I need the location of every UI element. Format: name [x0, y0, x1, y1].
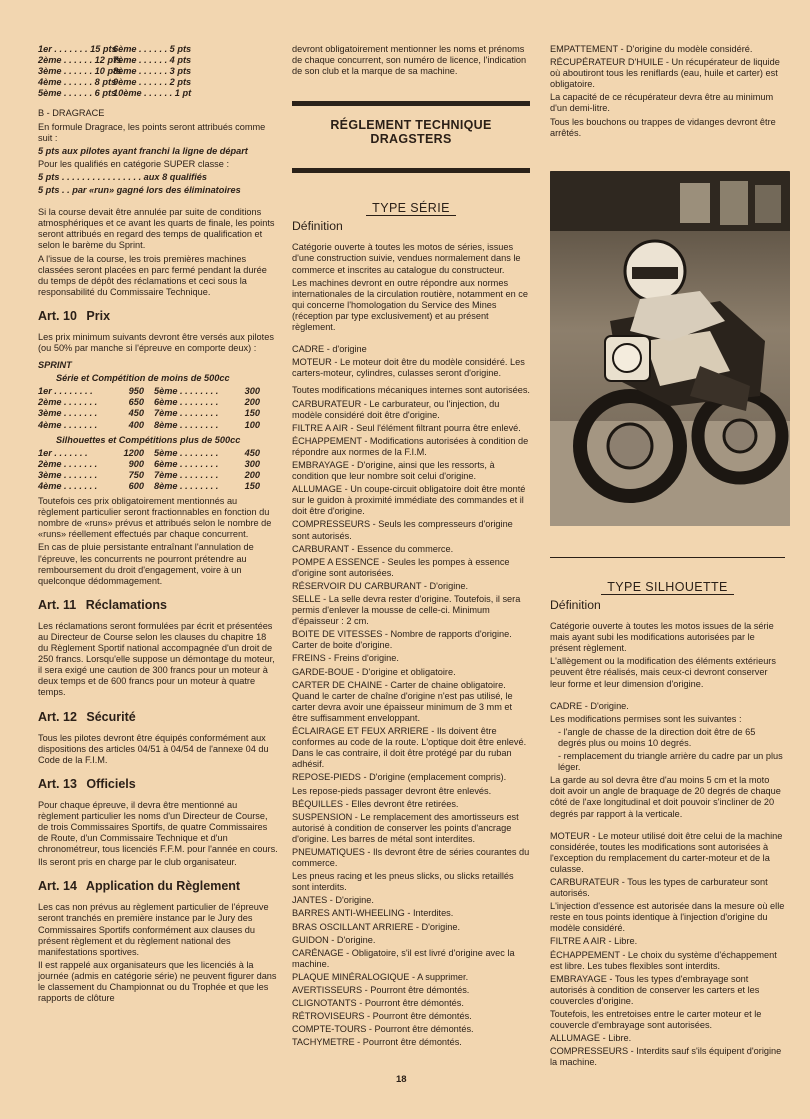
article-number: Art. 14 [38, 879, 77, 894]
rule-item: RÉTROVISEURS - Pourront être démontés. [292, 1011, 472, 1022]
points-cell: 9ème . . . . . . 2 pts [113, 77, 192, 88]
rule-item: La garde au sol devra être d'au moins 5 cm et la moto doit avoir un angle de braquage de 20 degrés de chaque côté de l'axe longitudinal et doit pouvoir s'incliner de 20 degrés par rapport à la verticale. [550, 775, 781, 819]
rule-item: CARTER DE CHAINE - Carter de chaine obligatoire. Quand le carter de chaîne d'origine n'est pas utilisé, le carter devra avoir une épaisseur minimum de 3 mm et être suffisamment enveloppant. [292, 679, 513, 723]
article-heading [38, 879, 278, 894]
prize-value: 400 [128, 419, 144, 430]
rule-item: BRAS OSCILLANT ARRIERE - D'origine. [292, 921, 461, 932]
prize-rank: 3ème . . . . . . . [38, 469, 98, 480]
rule-item: SUSPENSION - Le remplacement des amortisseurs est autorisé à condition de conserver les points d'ancrage d'origine. Les barres de métal sont interdites. [292, 811, 519, 844]
rule-item: CARBURATEUR - Tous les types de carburateur sont autorisés. [550, 876, 768, 899]
prize-value: 650 [128, 397, 144, 408]
dragrace-text: 5 pts . . . . . . . . . . . . . . . . aux 8 qualifiés [38, 171, 207, 182]
rule-item: COMPTE-TOURS - Pourront être démontés. [292, 1024, 474, 1035]
prize-value: 1200 [123, 447, 144, 458]
paragraph: L'allègement ou la modification des éléments extérieurs peuvent être réalisés, mais ceux-ci devront conserver leur forme et leur dimension d'origine. [550, 656, 776, 689]
rule-item: La capacité de ce récupérateur devra être au minimum d'un demi-litre. [550, 92, 774, 114]
rule-item: BARRES ANTI-WHEELING - Interdites. [292, 908, 454, 919]
prize-rank: 1er . . . . . . . [38, 447, 88, 458]
rule-item: MOTEUR - Le moteur utilisé doit être celui de la machine considérée, toutes les modifications sont autorisées à l'exception du remplacement du carter-moteur et de la culasse. [550, 830, 783, 874]
definition-heading: Définition [292, 219, 343, 234]
rule-item: BOITE DE VITESSES - Nombre de rapports d'origine. Carter de boite d'origine. [292, 629, 512, 651]
prize-value: 300 [244, 458, 260, 469]
rule-item: BÉQUILLES - Elles devront être retirées. [292, 798, 459, 809]
points-cell: 6ème . . . . . . 5 pts [113, 44, 192, 54]
right-column-lower [550, 549, 785, 1070]
prize-value: 200 [244, 397, 260, 408]
dragrace-text: Pour les qualifiés en catégorie SUPER classe : [38, 158, 229, 169]
points-cell: 1er . . . . . . . 15 pts [38, 44, 117, 54]
points-cell: 8ème . . . . . . 3 pts [113, 66, 192, 77]
left-column [38, 44, 278, 1006]
rule-item: SELLE - La selle devra rester d'origine. Toutefois, il sera permis d'enlever la mousse de celle-ci. Minimum d'épaisseur : 2 cm. [292, 594, 521, 627]
rule-item: - l'angle de chasse de la direction doit être de 65 degrés plus ou moins 10 degrés. [558, 726, 756, 748]
points-cell: 4ème . . . . . . 8 pts [38, 77, 117, 88]
definition-heading: Définition [550, 598, 601, 612]
rule-item: FILTRE A AIR - Seul l'élément filtrant pourra être enlevé. [292, 422, 521, 433]
prize-rank: 3ème . . . . . . . [38, 408, 98, 419]
main-title-line: DRAGSTERS [370, 132, 452, 147]
prize-value: 600 [128, 481, 144, 491]
paragraph: Catégorie ouverte à toutes les motos de séries, issues d'une construction suivie, vendues normalement dans le commerce et inscrites au catalogue du constructeur. [292, 242, 521, 275]
prize-subheading: Silhouettes et Compétitions plus de 500cc [56, 434, 241, 445]
points-cell: 7ème . . . . . . 4 pts [113, 55, 192, 66]
prize-table [38, 386, 278, 430]
paragraph: A l'issue de la course, les trois premières machines classées seront placées en parc fermé pendant la durée du temps de dépôt des réclamations et ceci sous la responsabilité du Commissaire Technique. [38, 253, 267, 297]
rule-item: ÉCHAPPEMENT - Le choix du système d'échappement est libre. Les tubes flexibles sont interdits. [550, 949, 777, 971]
type-serie-heading [292, 201, 530, 215]
paragraph: Toutefois ces prix obligatoirement mentionnés au règlement particulier seront fractionnables en fonction du nombre de «runs» prévus et attribués selon le nombre de «runs» réellement effectués par chaque concurrent. [38, 496, 272, 540]
prize-value: 450 [244, 447, 260, 458]
rule-item: Les modifications permises sont les suivantes : [550, 713, 742, 724]
rule-item: COMPRESSEURS - Seuls les compresseurs d'origine sont autorisés. [292, 519, 513, 541]
rule-item: FILTRE A AIR - Libre. [550, 936, 638, 947]
prize-value: 750 [128, 469, 144, 480]
rule-item: CADRE - D'origine. [550, 700, 629, 711]
article-title: Prix [86, 308, 111, 323]
prize-rank: 4ème . . . . . . . [38, 419, 98, 430]
paragraph: Les réclamations seront formulées par écrit et présentées au Directeur de Course selon les clauses du chapitre 18 du Règlement Sportif national accompagnée d'un droit de 250 francs. Lorsqu'elle suppose un démontage du moteur, il sera exigé une caution de 300 francs pour un moteur à deux temps et de 600 francs pour un moteur à quatre temps. [38, 620, 275, 698]
article-heading [38, 309, 278, 324]
prize-value: 900 [128, 458, 144, 469]
prize-rank: 8ème . . . . . . . . [154, 481, 219, 491]
rule-item: POMPE A ESSENCE - Seules les pompes à essence d'origine sont autorisées. [292, 556, 510, 578]
article-number: Art. 10 [38, 308, 77, 323]
prize-rank: 1er . . . . . . . . [38, 386, 93, 397]
prize-rank: 7ème . . . . . . . . [154, 469, 219, 480]
paragraph: Les cas non prévus au règlement particulier de l'épreuve seront tranchés en première instance par le Jury des Commissaires Sportifs conformément aux clauses du présent règlement et du règlement national des manifestations sportives. [38, 902, 269, 957]
rule-item: L'injection d'essence est autorisée dans la mesure où elle reste en tous points identique à l'injection d'origine du modèle considéré. [550, 901, 785, 934]
rule-item: - remplacement du triangle arrière du cadre par un plus léger. [558, 751, 783, 773]
rule-item: PNEUMATIQUES - Ils devront être de séries courantes du commerce. [292, 846, 530, 869]
article-title: Sécurité [86, 709, 136, 724]
dragrace-heading: B - DRAGRACE [38, 108, 105, 119]
prize-value: 150 [244, 481, 260, 491]
rule-item: CLIGNOTANTS - Pourront être démontés. [292, 998, 464, 1009]
prize-rank: 7ème . . . . . . . . [154, 408, 219, 419]
rule-item: RÉCUPÉRATEUR D'HUILE - Un récupérateur de liquide où aboutiront tous les reniflards (eau, huile et carter) est obligatoire. [550, 57, 780, 90]
rule-item: ALLUMAGE - Libre. [550, 1033, 632, 1044]
middle-column [292, 44, 530, 1050]
rule-item: Tous les bouchons ou trappes de vidanges devront être arrêtés. [550, 116, 776, 138]
prize-value: 300 [244, 386, 260, 397]
prize-value: 150 [244, 408, 260, 419]
dragrace-text: 5 pts . . par «run» gagné lors des éliminatoires [38, 185, 241, 196]
main-title-line: RÉGLEMENT TECHNIQUE [330, 118, 492, 133]
rule-item: EMPATTEMENT - D'origine du modèle considéré. [550, 44, 753, 54]
rule-item: GUIDON - D'origine. [292, 934, 376, 945]
paragraph: Les machines devront en outre répondre aux normes internationales de la circulation routière, notamment en ce qui concerne l'homologation du Service des Mines (réception par type exclusivement) et au présent règlement. [292, 277, 528, 333]
rule-item: CADRE - d'origine [292, 344, 367, 355]
rule-item: AVERTISSEURS - Pourront être démontés. [292, 985, 470, 995]
points-table [38, 44, 278, 99]
rule-item: Toutefois, les entretoises entre le carter moteur et le couvercle d'embrayage sont autorisées. [550, 1009, 762, 1031]
article-number: Art. 11 [38, 597, 77, 612]
paragraph: Si la course devait être annulée par suite de conditions atmosphériques et ce avant les quarts de finale, les points seront attribués en regard des temps de qualification et selon le barème du Sprint. [38, 207, 275, 251]
paragraph: Les prix minimum suivants devront être versés aux pilotes (ou 50% par manche si l'épreuve en comporte deux) : [38, 331, 274, 353]
paragraph: Tous les pilotes devront être équipés conformément aux dispositions des articles 04/51 à 04/54 de l'annexe 04 du Code de la F.I.M. [38, 732, 269, 765]
rule-item: Les repose-pieds passager devront être enlevés. [292, 785, 492, 796]
article-number: Art. 12 [38, 709, 77, 724]
article-title: Application du Règlement [85, 879, 241, 894]
rule-item: Toutes modifications mécaniques internes sont autorisées. [292, 385, 530, 396]
type-silhouette-heading [550, 580, 785, 594]
prize-rank: 6ème . . . . . . . . [154, 458, 219, 469]
paragraph: En cas de pluie persistante entraînant l'annulation de l'épreuve, les concurrents ne pourront prétendre au remboursement du droit d'engagement, voire à un quelconque dédommagement. [38, 542, 254, 586]
prize-rank: 4ème . . . . . . . [38, 481, 98, 491]
prize-value: 450 [128, 408, 144, 419]
article-heading [38, 710, 278, 725]
page-number: 18 [396, 1074, 407, 1085]
rule-item: CARÉNAGE - Obligatoire, s'il est livré d'origine avec la machine. [292, 947, 515, 969]
points-cell: 10ème . . . . . . 1 pt [113, 88, 192, 99]
rule-item: ALLUMAGE - Un coupe-circuit obligatoire doit être monté sur le guidon à proximité immédiate des commandes et il doit être d'origine. [292, 484, 526, 517]
rule-item: CARBURANT - Essence du commerce. [292, 543, 454, 554]
prize-rank: 5ème . . . . . . . . [154, 447, 219, 458]
prize-rank: 2ème . . . . . . . [38, 458, 98, 469]
prize-value: 100 [244, 419, 260, 430]
rule-item: ÉCLAIRAGE ET FEUX ARRIERE - Ils doivent être conformes au code de la route. L'optique doit être enlevé. Dans le cas contraire, il doit être protégé par du ruban adhésif. [292, 726, 527, 770]
rule-item: GARDE-BOUE - D'origine et obligatoire. [292, 666, 456, 677]
type-serie-label: TYPE SÉRIE [366, 201, 456, 216]
rule-item: ÉCHAPPEMENT - Modifications autorisées à condition de répondre aux normes de la F.I.M. [292, 435, 529, 457]
article-number: Art. 13 [38, 776, 77, 791]
prize-subheading: Série et Compétition de moins de 500cc [56, 373, 230, 384]
rule-item: JANTES - D'origine. [292, 895, 374, 906]
points-cell: 3ème . . . . . . 10 pts [38, 66, 122, 77]
points-cell: 5ème . . . . . . 6 pts [38, 88, 117, 99]
rule-item: MOTEUR - Le moteur doit être du modèle considéré. Les carters-moteur, cylindres, culasses seront d'origine. [292, 357, 525, 379]
article-heading [38, 598, 278, 613]
paragraph: devront obligatoirement mentionner les noms et prénoms de chaque concurrent, son numéro de licence, l'indication de son club et la marque de sa machine. [292, 44, 527, 77]
rule-item: EMBRAYAGE - D'origine, ainsi que les ressorts, à condition que leur nombre soit celui d'origine. [292, 459, 495, 482]
rule-item: RÉSERVOIR DU CARBURANT - D'origine. [292, 580, 469, 591]
prize-rank: 5ème . . . . . . . . [154, 386, 219, 397]
paragraph: Il est rappelé aux organisateurs que les licenciés à la journée (admis en catégorie série) ne peuvent figurer dans le classement du Championnat ou du Trophée et que les rapports de clôture [38, 959, 277, 1004]
prize-rank: 2ème . . . . . . . [38, 397, 98, 408]
paragraph: Pour chaque épreuve, il devra être mentionné au règlement particulier les noms d'un Directeur de Course, de trois Commissaires Sportifs, de quatre Commissaires de Route, d'un Commissaire Technique et d'un chronométreur, tous licenciés F.F.M. pour l'année en cours. [38, 799, 278, 855]
rule-item: Les pneus racing et les pneus slicks, ou slicks retaillés sont interdits. [292, 871, 514, 893]
dragrace-text: 5 pts aux pilotes ayant franchi la ligne de départ [38, 145, 248, 156]
paragraph: Catégorie ouverte à toutes les motos issues de la série mais ayant subi les modifications autorisées par le présent règlement. [550, 621, 774, 654]
rule-item: PLAQUE MINÉRALOGIQUE - A supprimer. [292, 971, 469, 982]
rule-item: TACHYMETRE - Pourront être démontés. [292, 1037, 462, 1048]
prize-value: 950 [128, 386, 144, 397]
main-title [292, 118, 530, 146]
dragrace-text: En formule Dragrace, les points seront attribués comme suit : [38, 121, 266, 143]
prize-rank: 8ème . . . . . . . . [154, 419, 219, 430]
rule-item: CARBURATEUR - Le carburateur, ou l'injection, du modèle considéré doit être d'origine. [292, 398, 500, 420]
article-title: Réclamations [85, 597, 167, 612]
type-silhouette-label: TYPE SILHOUETTE [601, 580, 734, 595]
paragraph: Ils seront pris en charge par le club organisateur. [38, 857, 237, 868]
sprint-heading: SPRINT [38, 360, 72, 371]
rule-item: REPOSE-PIEDS - D'origine (emplacement compris). [292, 772, 507, 783]
motorcycle-photo [550, 171, 790, 526]
article-title: Officiels [86, 776, 136, 791]
rule-item: FREINS - Freins d'origine. [292, 653, 399, 664]
rule-item: COMPRESSEURS - Interdits sauf s'ils équipent d'origine la machine. [550, 1046, 782, 1068]
right-column [550, 44, 785, 141]
article-heading [38, 777, 278, 792]
points-cell: 2ème . . . . . . 12 pts [38, 55, 122, 66]
prize-table [38, 448, 278, 492]
prize-rank: 6ème . . . . . . . . [154, 397, 219, 408]
prize-value: 200 [244, 469, 260, 480]
rule-item: EMBRAYAGE - Tous les types d'embrayage sont autorisés à condition de conserver les carters et les couvercles d'origine. [550, 973, 760, 1006]
